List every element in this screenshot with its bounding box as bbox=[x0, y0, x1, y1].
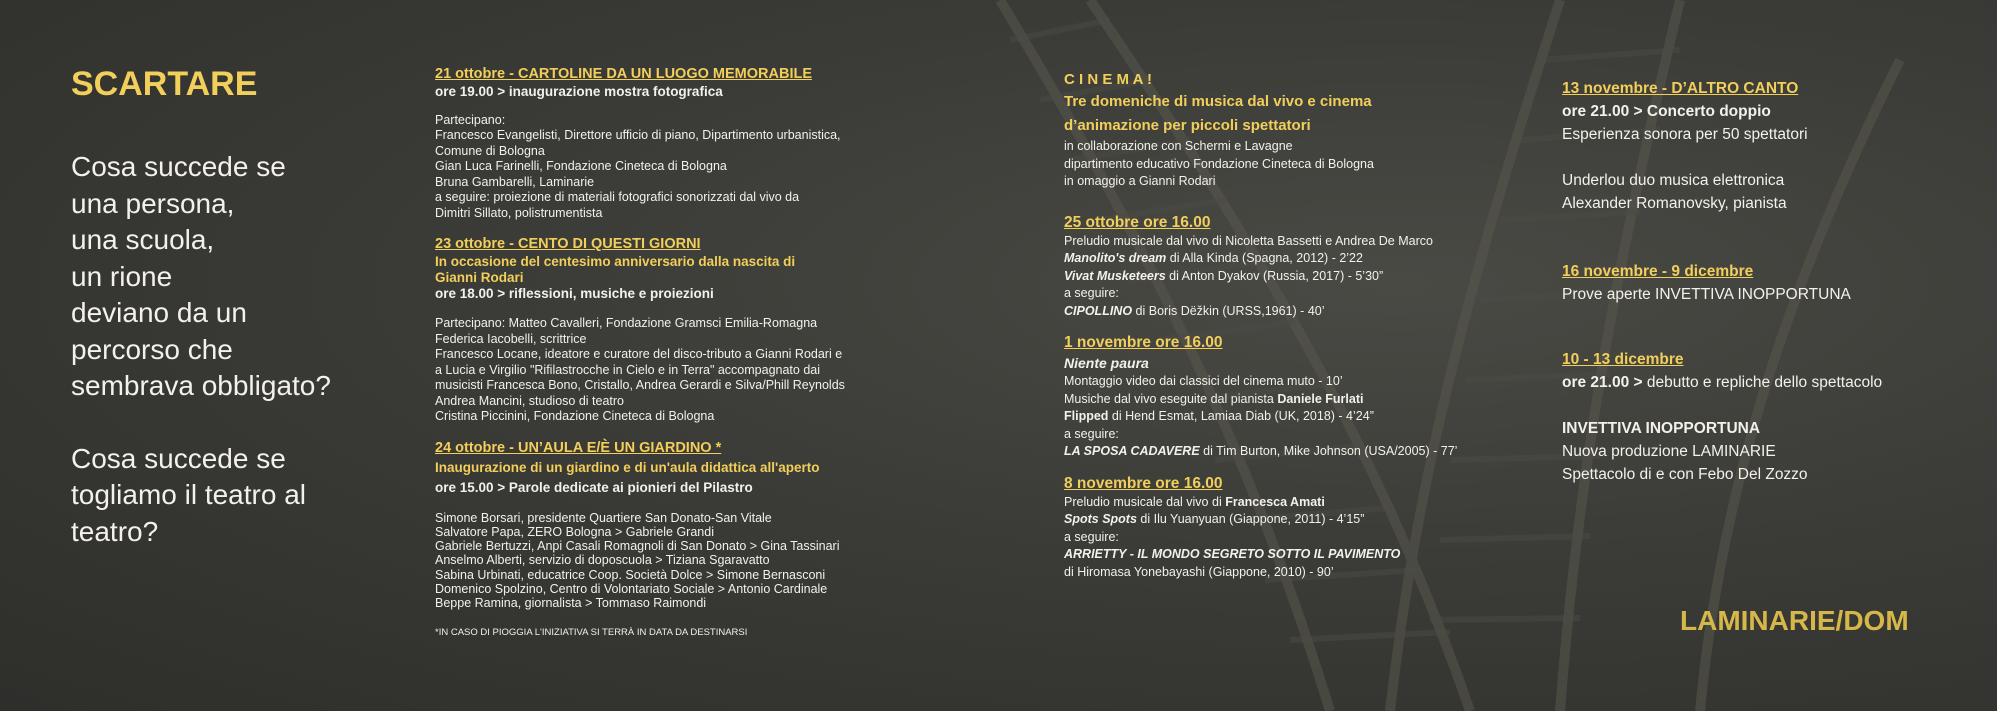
question-two bbox=[71, 441, 371, 551]
participant-line: a Lucia e Virgilio "Rifilastrocche in Cielo e in Terra" accompagnato dai bbox=[435, 362, 821, 377]
event-heading-21-ottobre: 21 ottobre - CARTOLINE DA UN LUOGO MEMORABILE bbox=[435, 66, 812, 82]
participant-line: Francesco Evangelisti, Direttore ufficio di piano, Dipartimento urbanistica, bbox=[435, 128, 841, 142]
participant-line: Gabriele Bertuzzi, Anpi Casali Romagnoli di San Donato > Gina Tassinari bbox=[435, 539, 840, 554]
participant-line: Sabina Urbinati, educatrice Coop. Società Dolce > Simone Bernasconi bbox=[435, 567, 826, 582]
screening-heading-25-ottobre: 25 ottobre ore 16.00 bbox=[1064, 213, 1211, 231]
event-subtitle-line: Gianni Rodari bbox=[435, 269, 524, 285]
event-time: ore 18.00 > riflessioni, musiche e proiezioni bbox=[435, 286, 714, 301]
film-title: LA SPOSA CADAVERE bbox=[1064, 444, 1200, 458]
cinema-column bbox=[1064, 70, 1504, 581]
question-two-line: Cosa succede se bbox=[71, 442, 286, 474]
event-heading-23-ottobre: 23 ottobre - CENTO DI QUESTI GIORNI bbox=[435, 236, 701, 252]
a-seguire: a seguire: bbox=[1064, 286, 1119, 300]
collaboration-line: in collaborazione con Schermi e Lavagne bbox=[1064, 139, 1293, 153]
event-line: Spettacolo di e con Febo Del Zozzo bbox=[1562, 466, 1808, 483]
participants-list bbox=[435, 511, 895, 611]
participant-line: Beppe Ramina, giornalista > Tommaso Raimondi bbox=[435, 596, 707, 611]
participant-line: Comune di Bologna bbox=[435, 143, 545, 158]
film-line bbox=[1064, 408, 1504, 426]
film-line bbox=[1064, 250, 1504, 268]
prelude-line bbox=[1064, 494, 1504, 512]
film-info: di Boris Dëžkin (URSS,1961) - 40’ bbox=[1132, 303, 1325, 318]
detail-line bbox=[1064, 391, 1504, 409]
film-title: Manolito's dream bbox=[1064, 251, 1167, 265]
event-subtitle bbox=[435, 254, 895, 285]
poster-title: SCARTARE bbox=[71, 65, 258, 103]
participant-line: Domenico Spolzino, Centro di Volontariato Sociale > Antonio Cardinale bbox=[435, 581, 828, 596]
november-december-column bbox=[1562, 78, 1962, 486]
participant-line: Simone Borsari, presidente Quartiere San Donato-San Vitale bbox=[435, 510, 772, 525]
a-seguire: a seguire: bbox=[1064, 529, 1119, 544]
participant-line: Andrea Mancini, studioso di teatro bbox=[435, 393, 624, 408]
film-title: Vivat Musketeers bbox=[1064, 268, 1166, 283]
event-line: Esperienza sonora per 50 spettatori bbox=[1562, 126, 1808, 143]
film-info: di Alla Kinda (Spagna, 2012) - 2’22 bbox=[1166, 251, 1363, 265]
film-info: di Hiromasa Yonebayashi (Giappone, 2010) - 90’ bbox=[1064, 564, 1334, 579]
film-line bbox=[1064, 443, 1504, 461]
prelude-line: Preludio musicale dal vivo di Nicoletta Bassetti e Andrea De Marco bbox=[1064, 233, 1433, 248]
question-one-line: sembrava obbligato? bbox=[71, 370, 331, 401]
rain-footnote: *IN CASO DI PIOGGIA L'INIZIATIVA SI TERRÀ IN DATA DA DESTINARSI bbox=[435, 626, 748, 638]
collaboration-line: in omaggio a Gianni Rodari bbox=[1064, 174, 1216, 188]
musician-name: Daniele Furlati bbox=[1277, 391, 1364, 406]
question-one-line: un rione bbox=[71, 260, 173, 292]
participant-line: Bruna Gambarelli, Laminarie bbox=[435, 174, 595, 189]
event-line: Underlou duo musica elettronica bbox=[1562, 172, 1785, 189]
production-title: INVETTIVA INOPPORTUNA bbox=[1562, 420, 1761, 437]
brand-logo-text: LAMINARIE/DOM bbox=[1680, 605, 1909, 636]
film-title: Spots Spots bbox=[1064, 512, 1137, 526]
film-title: ARRIETTY - IL MONDO SEGRETO SOTTO IL PAVIMENTO bbox=[1064, 547, 1401, 561]
prelude-text: Preludio musicale dal vivo di bbox=[1064, 494, 1226, 509]
event-subtitle-line: In occasione del centesimo anniversario dalla nascita di bbox=[435, 254, 796, 269]
film-line bbox=[1064, 511, 1504, 529]
event-time-bold: ore 21.00 > bbox=[1562, 374, 1647, 391]
question-two-line: togliamo il teatro al bbox=[71, 479, 307, 510]
october-events-column bbox=[435, 64, 895, 639]
question-one-line: percorso che bbox=[71, 333, 233, 365]
participants-list bbox=[435, 316, 895, 425]
a-seguire: a seguire: bbox=[1064, 426, 1119, 441]
participants-list bbox=[435, 113, 895, 222]
cinema-intro bbox=[1064, 90, 1504, 138]
musician-name: Francesca Amati bbox=[1225, 494, 1325, 509]
film-line bbox=[1064, 268, 1504, 286]
event-line: Alexander Romanovsky, pianista bbox=[1562, 195, 1787, 212]
participant-line: Anselmo Alberti, servizio di doposcuola > Tiziana Sgaravatto bbox=[435, 553, 770, 568]
event-heading-24-ottobre: 24 ottobre - UN’AULA E/È UN GIARDINO * bbox=[435, 439, 722, 456]
event-heading-16-novembre: 16 novembre - 9 dicembre bbox=[1562, 263, 1754, 280]
event-heading-13-novembre: 13 novembre - D’ALTRO CANTO bbox=[1562, 80, 1799, 97]
event-time-text: debutto e repliche dello spettacolo bbox=[1646, 374, 1883, 391]
participant-line: Francesco Locane, ideatore e curatore del disco-tributo a Gianni Rodari e bbox=[435, 347, 843, 361]
left-column bbox=[71, 60, 371, 550]
screening-title: Niente paura bbox=[1064, 355, 1149, 371]
cinema-collaboration bbox=[1064, 138, 1504, 191]
participant-line: musicisti Francesca Bono, Cristallo, Andrea Gerardi e Silva/Phill Reynolds bbox=[435, 378, 845, 392]
detail-line: Montaggio video dai classici del cinema muto - 10’ bbox=[1064, 374, 1343, 388]
screening-details bbox=[1064, 494, 1504, 582]
question-two-line: teatro? bbox=[71, 515, 159, 547]
screening-details bbox=[1064, 373, 1504, 461]
event-line: Nuova produzione LAMINARIE bbox=[1562, 443, 1776, 460]
cinema-intro-line: Tre domeniche di musica dal vivo e cinema bbox=[1064, 93, 1372, 110]
question-one bbox=[71, 149, 371, 405]
question-one-line: Cosa succede se bbox=[71, 151, 286, 182]
participant-line: Cristina Piccinini, Fondazione Cineteca di Bologna bbox=[435, 409, 715, 423]
film-title: Flipped bbox=[1064, 409, 1109, 423]
question-one-line: deviano da un bbox=[71, 297, 247, 328]
detail-text: Musiche dal vivo eseguite dal pianista bbox=[1064, 391, 1278, 406]
film-line bbox=[1064, 303, 1504, 321]
question-one-line: una persona, bbox=[71, 187, 235, 219]
event-time: ore 15.00 > Parole dedicate ai pionieri del Pilastro bbox=[435, 479, 753, 495]
film-info: di Hend Esmat, Lamiaa Diab (UK, 2018) - 4’24” bbox=[1108, 409, 1374, 423]
event-heading-10-dicembre: 10 - 13 dicembre bbox=[1562, 351, 1684, 368]
participant-line: Salvatore Papa, ZERO Bologna > Gabriele Grandi bbox=[435, 524, 714, 539]
film-info: di Tim Burton, Mike Johnson (USA/2005) - 77’ bbox=[1199, 444, 1458, 458]
film-title: CIPOLLINO bbox=[1064, 303, 1133, 318]
event-time bbox=[1562, 371, 1962, 394]
screening-heading-8-novembre: 8 novembre ore 16.00 bbox=[1064, 474, 1223, 492]
participant-line: Federica Iacobelli, scrittrice bbox=[435, 331, 587, 346]
participant-line: Partecipano: Matteo Cavalleri, Fondazione Gramsci Emilia-Romagna bbox=[435, 316, 818, 330]
participant-line: Gian Luca Farinelli, Fondazione Cineteca di Bologna bbox=[435, 159, 727, 173]
event-line: Prove aperte INVETTIVA INOPPORTUNA bbox=[1562, 286, 1851, 303]
collaboration-line: dipartimento educativo Fondazione Cineteca di Bologna bbox=[1064, 156, 1374, 171]
film-info: di Ilu Yuanyuan (Giappone, 2011) - 4’15” bbox=[1136, 512, 1365, 526]
participant-line: a seguire: proiezione di materiali fotografici sonorizzati dal vivo da bbox=[435, 190, 800, 204]
film-info: di Anton Dyakov (Russia, 2017) - 5’30” bbox=[1165, 268, 1384, 283]
participant-line: Partecipano: bbox=[435, 112, 506, 127]
cinema-intro-line: d’animazione per piccoli spettatori bbox=[1064, 117, 1311, 134]
event-time: ore 21.00 > Concerto doppio bbox=[1562, 103, 1771, 120]
question-one-line: una scuola, bbox=[71, 224, 215, 255]
screening-heading-1-novembre: 1 novembre ore 16.00 bbox=[1064, 334, 1223, 351]
screening-details bbox=[1064, 233, 1504, 321]
participant-line: Dimitri Sillato, polistrumentista bbox=[435, 205, 603, 220]
event-subtitle: Inaugurazione di un giardino e di un'aula didattica all'aperto bbox=[435, 459, 820, 475]
cinema-heading: C I N E M A ! bbox=[1064, 71, 1153, 88]
event-time: ore 19.00 > inaugurazione mostra fotografica bbox=[435, 84, 723, 99]
